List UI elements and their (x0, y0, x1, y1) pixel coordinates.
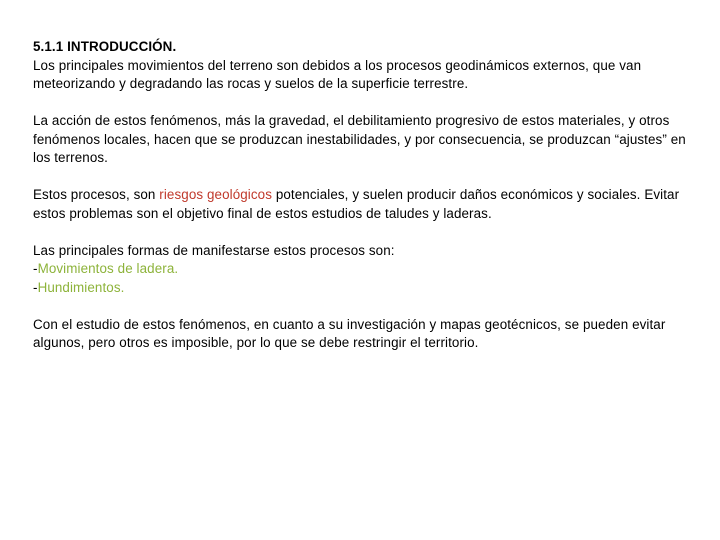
list-item (33, 279, 695, 298)
risks-highlight: riesgos geológicos (159, 187, 273, 202)
list-item-prefix: - (33, 279, 38, 295)
risks-text-before: Estos procesos, son (33, 187, 160, 202)
causes-paragraph: La acción de estos fenómenos, más la gravedad, el debilitamiento progresivo de estos materiales, y otros fenómenos locales, hacen que se produzcan inestabilidades, y por consecuencia, se produzcan “ajustes” en los terrenos. (33, 113, 686, 165)
slide-content (33, 38, 695, 371)
risks-paragraph (33, 186, 695, 223)
intro-paragraph (33, 38, 695, 94)
intro-text: Los principales movimientos del terreno son debidos a los procesos geodinámicos externos, que van meteorizando y degradando las rocas y suelos de la superficie terrestre. (33, 57, 642, 91)
list-item-prefix: - (33, 261, 38, 276)
list-item-text: Hundimientos. (37, 279, 125, 295)
list-item (33, 260, 695, 279)
list-item-text: Movimientos de ladera. (37, 261, 179, 276)
risks-text-after: potenciales, y suelen producir daños económicos y sociales. Evitar estos problemas son el objetivo final de estos estudios de taludes y laderas. (33, 187, 680, 221)
study-paragraph: Con el estudio de estos fenómenos, en cuanto a su investigación y mapas geotécnicos, se pueden evitar algunos, pero otros es imposible, por lo que se debe restringir el territorio. (33, 316, 666, 350)
section-heading: 5.1.1 INTRODUCCIÓN. (33, 39, 177, 54)
forms-list (33, 242, 695, 298)
forms-list-intro: Las principales formas de manifestarse estos procesos son: (33, 242, 395, 258)
